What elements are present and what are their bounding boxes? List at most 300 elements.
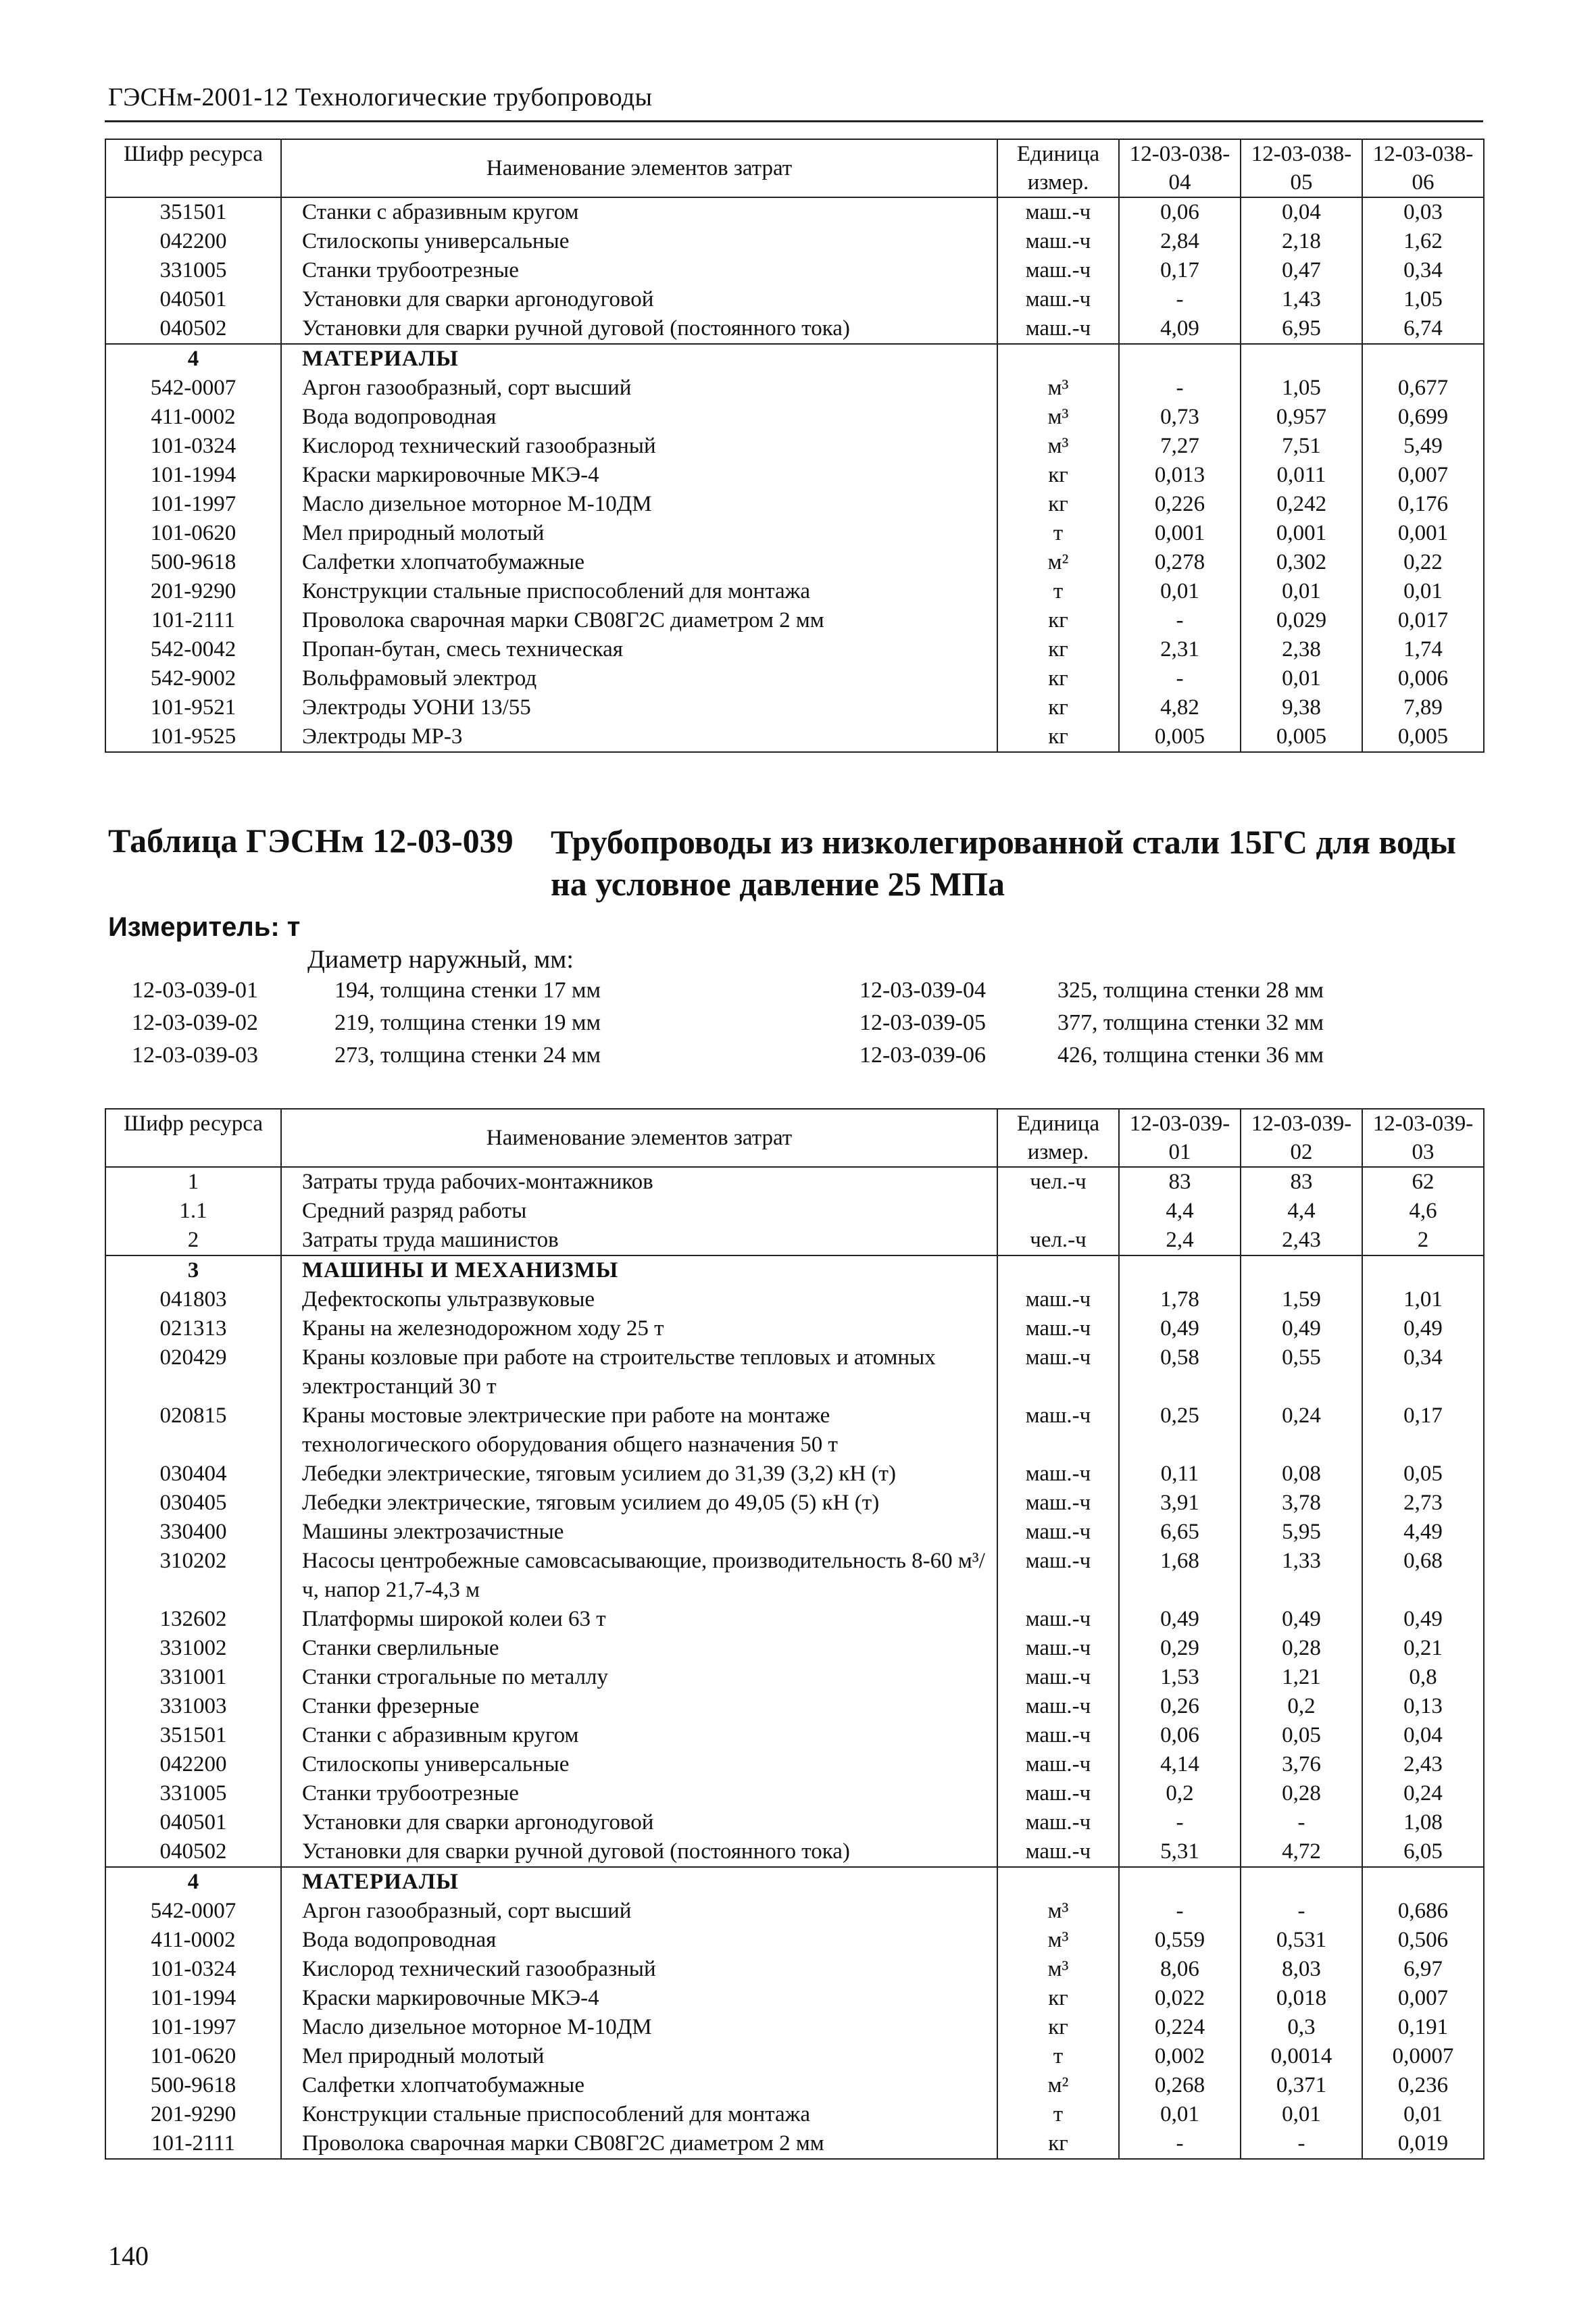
unit-cell: кг: [997, 2013, 1119, 2042]
value-cell: 0,04: [1362, 1721, 1484, 1750]
unit-cell: кг: [997, 2129, 1119, 2159]
value-cell: 0,01: [1119, 2100, 1241, 2129]
table-row: [105, 403, 1484, 432]
value-cell: 0,559: [1119, 1926, 1241, 1955]
resource-name-cell: Кислород технический газообразный: [281, 432, 997, 461]
value-cell: 1,78: [1119, 1285, 1241, 1314]
resource-code-cell: 331005: [105, 256, 281, 285]
value-cell: 1,62: [1362, 227, 1484, 256]
value-cell: 4,82: [1119, 693, 1241, 722]
resource-name-cell: Краны мостовые электрические при работе на монтаже технологического оборудования общего назначения 50 т: [281, 1401, 997, 1460]
resource-name-cell: Краски маркировочные МКЭ-4: [281, 1984, 997, 2013]
table-header-row: [105, 1109, 1484, 1167]
table-heading-line-2: на условное давление 25 МПа: [551, 865, 1005, 903]
table-row: [105, 1460, 1484, 1489]
value-cell: 0,001: [1119, 519, 1241, 548]
resource-name-cell: Краски маркировочные МКЭ-4: [281, 461, 997, 490]
resource-code-cell: 020429: [105, 1343, 281, 1401]
value-cell: [1241, 344, 1362, 374]
unit-cell: маш.-ч: [997, 1605, 1119, 1634]
unit-cell: [997, 344, 1119, 374]
value-cell: 7,51: [1241, 432, 1362, 461]
value-cell: 0,49: [1362, 1605, 1484, 1634]
resource-table-038: [105, 139, 1485, 753]
value-cell: -: [1241, 1897, 1362, 1926]
resource-name-cell: Вода водопроводная: [281, 1926, 997, 1955]
value-cell: 5,95: [1241, 1518, 1362, 1547]
table-row: [105, 1750, 1484, 1779]
resource-code-cell: 101-0620: [105, 2042, 281, 2071]
resource-code-cell: 030404: [105, 1460, 281, 1489]
resource-name-cell: Пропан-бутан, смесь техническая: [281, 635, 997, 664]
resource-code-cell: 101-0324: [105, 432, 281, 461]
value-cell: 0,34: [1362, 1343, 1484, 1401]
unit-cell: маш.-ч: [997, 1285, 1119, 1314]
value-cell: -: [1119, 1897, 1241, 1926]
header-unit: Единица измер.: [997, 139, 1119, 197]
value-cell: 5,49: [1362, 432, 1484, 461]
value-cell: 0,3: [1241, 2013, 1362, 2042]
value-cell: 0,01: [1119, 577, 1241, 606]
value-cell: 0,0007: [1362, 2042, 1484, 2071]
value-cell: 0,005: [1241, 722, 1362, 752]
unit-cell: маш.-ч: [997, 285, 1119, 314]
value-cell: 0,005: [1119, 722, 1241, 752]
value-cell: -: [1241, 1808, 1362, 1837]
unit-cell: маш.-ч: [997, 1663, 1119, 1692]
resource-name-cell: Станки трубоотрезные: [281, 1779, 997, 1808]
value-cell: 0,47: [1241, 256, 1362, 285]
value-cell: 2,84: [1119, 227, 1241, 256]
value-cell: 1,08: [1362, 1808, 1484, 1837]
value-cell: 0,224: [1119, 2013, 1241, 2042]
variant-code: 12-03-039-06: [859, 1043, 986, 1068]
value-cell: 0,007: [1362, 1984, 1484, 2013]
value-cell: 0,49: [1119, 1605, 1241, 1634]
unit-cell: маш.-ч: [997, 1750, 1119, 1779]
value-cell: 0,17: [1119, 256, 1241, 285]
value-cell: 0,957: [1241, 403, 1362, 432]
value-cell: 0,29: [1119, 1634, 1241, 1663]
unit-cell: маш.-ч: [997, 256, 1119, 285]
resource-name-cell: Салфетки хлопчатобумажные: [281, 2071, 997, 2100]
value-cell: 2,43: [1362, 1750, 1484, 1779]
resource-name-cell: Мел природный молотый: [281, 519, 997, 548]
resource-name-cell: Кислород технический газообразный: [281, 1955, 997, 1984]
value-cell: 6,95: [1241, 314, 1362, 344]
resource-code-cell: 132602: [105, 1605, 281, 1634]
resource-code-cell: 331003: [105, 1692, 281, 1721]
resource-name-cell: МАШИНЫ И МЕХАНИЗМЫ: [281, 1255, 997, 1285]
value-cell: 0,001: [1241, 519, 1362, 548]
value-cell: 0,278: [1119, 548, 1241, 577]
table-row: [105, 1837, 1484, 1867]
resource-code-cell: 331001: [105, 1663, 281, 1692]
value-cell: 83: [1119, 1167, 1241, 1197]
value-cell: 0,01: [1241, 664, 1362, 693]
value-cell: 0,11: [1119, 1460, 1241, 1489]
value-cell: 0,26: [1119, 1692, 1241, 1721]
resource-code-cell: 101-9525: [105, 722, 281, 752]
table-row: [105, 1314, 1484, 1343]
value-cell: 1,05: [1362, 285, 1484, 314]
resource-code-cell: 2: [105, 1226, 281, 1255]
resource-name-cell: Проволока сварочная марки СВ08Г2С диаметром 2 мм: [281, 606, 997, 635]
resource-code-cell: 351501: [105, 1721, 281, 1750]
value-cell: 0,0014: [1241, 2042, 1362, 2071]
value-cell: 0,018: [1241, 1984, 1362, 2013]
unit-cell: м²: [997, 2071, 1119, 2100]
variant-code: 12-03-039-04: [859, 978, 986, 1003]
value-cell: 1,05: [1241, 374, 1362, 403]
table-row: [105, 1226, 1484, 1255]
resource-code-cell: 101-2111: [105, 2129, 281, 2159]
resource-name-cell: Мел природный молотый: [281, 2042, 997, 2071]
resource-code-cell: 042200: [105, 1750, 281, 1779]
resource-name-cell: Краны козловые при работе на строительстве тепловых и атомных электростанций 30 т: [281, 1343, 997, 1401]
unit-cell: м³: [997, 1897, 1119, 1926]
resource-name-cell: Насосы центробежные самовсасывающие, производительность 8-60 м³/ч, напор 21,7-4,3 м: [281, 1547, 997, 1605]
variant-code: 12-03-039-03: [132, 1043, 258, 1068]
table-row: [105, 1489, 1484, 1518]
value-cell: [1241, 1255, 1362, 1285]
table-row: [105, 1285, 1484, 1314]
value-cell: 0,22: [1362, 548, 1484, 577]
table-row: [105, 1518, 1484, 1547]
resource-name-cell: Масло дизельное моторное М-10ДМ: [281, 2013, 997, 2042]
value-cell: -: [1119, 2129, 1241, 2159]
value-cell: [1362, 1867, 1484, 1897]
section-row: [105, 1255, 1484, 1285]
value-cell: 0,176: [1362, 490, 1484, 519]
value-cell: 4,72: [1241, 1837, 1362, 1867]
header-col-2: 12-03-039-02: [1241, 1109, 1362, 1167]
header-rule: [105, 120, 1483, 122]
resource-code-cell: 351501: [105, 197, 281, 227]
variant-code: 12-03-039-01: [132, 978, 258, 1003]
header-col-3: 12-03-039-03: [1362, 1109, 1484, 1167]
unit-cell: т: [997, 519, 1119, 548]
table-row: [105, 1721, 1484, 1750]
resource-code-cell: 500-9618: [105, 2071, 281, 2100]
value-cell: 0,06: [1119, 197, 1241, 227]
unit-cell: маш.-ч: [997, 1401, 1119, 1460]
unit-cell: кг: [997, 490, 1119, 519]
unit-cell: м³: [997, 432, 1119, 461]
value-cell: 0,28: [1241, 1634, 1362, 1663]
value-cell: 5,31: [1119, 1837, 1241, 1867]
table-header-row: [105, 139, 1484, 197]
resource-name-cell: Стилоскопы универсальные: [281, 1750, 997, 1779]
resource-name-cell: Аргон газообразный, сорт высший: [281, 374, 997, 403]
resource-name-cell: Станки фрезерные: [281, 1692, 997, 1721]
table-row: [105, 606, 1484, 635]
value-cell: 3,91: [1119, 1489, 1241, 1518]
resource-name-cell: Лебедки электрические, тяговым усилием до 31,39 (3,2) кН (т): [281, 1460, 997, 1489]
header-col-1: 12-03-038-04: [1119, 139, 1241, 197]
variant-text: 325, толщина стенки 28 мм: [1057, 978, 1324, 1003]
unit-cell: кг: [997, 722, 1119, 752]
value-cell: 2,4: [1119, 1226, 1241, 1255]
resource-code-cell: 411-0002: [105, 1926, 281, 1955]
unit-cell: маш.-ч: [997, 314, 1119, 344]
resource-name-cell: Затраты труда рабочих-монтажников: [281, 1167, 997, 1197]
resource-code-cell: 040501: [105, 285, 281, 314]
resource-code-cell: 4: [105, 1867, 281, 1897]
value-cell: 2,18: [1241, 227, 1362, 256]
value-cell: 1,21: [1241, 1663, 1362, 1692]
resource-code-cell: 030405: [105, 1489, 281, 1518]
resource-code-cell: 101-1994: [105, 1984, 281, 2013]
unit-cell: маш.-ч: [997, 1314, 1119, 1343]
resource-name-cell: Вода водопроводная: [281, 403, 997, 432]
resource-code-cell: 201-9290: [105, 2100, 281, 2129]
table-row: [105, 577, 1484, 606]
resource-name-cell: МАТЕРИАЛЫ: [281, 1867, 997, 1897]
resource-name-cell: Станки трубоотрезные: [281, 256, 997, 285]
value-cell: 6,65: [1119, 1518, 1241, 1547]
value-cell: 0,001: [1362, 519, 1484, 548]
table-row: [105, 374, 1484, 403]
resource-code-cell: 041803: [105, 1285, 281, 1314]
value-cell: [1241, 1867, 1362, 1897]
table-row: [105, 1634, 1484, 1663]
resource-name-cell: Станки строгальные по металлу: [281, 1663, 997, 1692]
page-number: 140: [108, 2241, 149, 2271]
table-row: [105, 256, 1484, 285]
resource-code-cell: 331005: [105, 1779, 281, 1808]
value-cell: 0,01: [1241, 577, 1362, 606]
value-cell: 0,24: [1241, 1401, 1362, 1460]
unit-cell: чел.-ч: [997, 1226, 1119, 1255]
resource-code-cell: 1.1: [105, 1197, 281, 1226]
variant-code: 12-03-039-05: [859, 1010, 986, 1035]
table-row: [105, 2071, 1484, 2100]
unit-cell: т: [997, 2042, 1119, 2071]
value-cell: 4,14: [1119, 1750, 1241, 1779]
value-cell: 0,01: [1362, 577, 1484, 606]
table-row: [105, 664, 1484, 693]
table-row: [105, 197, 1484, 227]
resource-code-cell: 101-0620: [105, 519, 281, 548]
value-cell: 0,2: [1241, 1692, 1362, 1721]
unit-cell: маш.-ч: [997, 1489, 1119, 1518]
value-cell: 2,43: [1241, 1226, 1362, 1255]
value-cell: 0,05: [1362, 1460, 1484, 1489]
value-cell: 4,6: [1362, 1197, 1484, 1226]
unit-cell: маш.-ч: [997, 1343, 1119, 1401]
resource-name-cell: Станки с абразивным кругом: [281, 197, 997, 227]
table-row: [105, 227, 1484, 256]
resource-name-cell: Установки для сварки аргонодуговой: [281, 285, 997, 314]
value-cell: 0,506: [1362, 1926, 1484, 1955]
value-cell: 0,2: [1119, 1779, 1241, 1808]
resource-code-cell: 101-0324: [105, 1955, 281, 1984]
value-cell: 4,49: [1362, 1518, 1484, 1547]
variant-text: 219, толщина стенки 19 мм: [334, 1010, 601, 1035]
value-cell: 0,68: [1362, 1547, 1484, 1605]
table-row: [105, 1926, 1484, 1955]
table-heading: [551, 821, 1497, 905]
table-row: [105, 1663, 1484, 1692]
resource-code-cell: 1: [105, 1167, 281, 1197]
value-cell: -: [1119, 374, 1241, 403]
unit-cell: маш.-ч: [997, 1837, 1119, 1867]
value-cell: 1,74: [1362, 635, 1484, 664]
value-cell: 0,01: [1241, 2100, 1362, 2129]
value-cell: 6,97: [1362, 1955, 1484, 1984]
value-cell: 0,371: [1241, 2071, 1362, 2100]
unit-cell: кг: [997, 606, 1119, 635]
table-row: [105, 1167, 1484, 1197]
table-row: [105, 1547, 1484, 1605]
table-row: [105, 2129, 1484, 2159]
value-cell: 0,013: [1119, 461, 1241, 490]
value-cell: 0,49: [1362, 1314, 1484, 1343]
table-row: [105, 285, 1484, 314]
resource-code-cell: 542-0042: [105, 635, 281, 664]
value-cell: 0,242: [1241, 490, 1362, 519]
variant-text: 426, толщина стенки 36 мм: [1057, 1043, 1324, 1068]
value-cell: [1119, 1255, 1241, 1285]
table-row: [105, 314, 1484, 344]
table-row: [105, 2042, 1484, 2071]
unit-cell: м³: [997, 1926, 1119, 1955]
value-cell: 0,73: [1119, 403, 1241, 432]
unit-cell: т: [997, 2100, 1119, 2129]
value-cell: 7,89: [1362, 693, 1484, 722]
value-cell: 0,011: [1241, 461, 1362, 490]
resource-code-cell: 021313: [105, 1314, 281, 1343]
value-cell: 4,09: [1119, 314, 1241, 344]
resource-name-cell: Машины электрозачистные: [281, 1518, 997, 1547]
value-cell: 0,01: [1362, 2100, 1484, 2129]
section-row: [105, 1867, 1484, 1897]
header-unit: Единица измер.: [997, 1109, 1119, 1167]
value-cell: 0,005: [1362, 722, 1484, 752]
page-header-title: ГЭСНм-2001-12 Технологические трубопроводы: [108, 83, 653, 111]
resource-code-cell: 542-0007: [105, 374, 281, 403]
unit-cell: т: [997, 577, 1119, 606]
resource-name-cell: Станки сверлильные: [281, 1634, 997, 1663]
unit-cell: маш.-ч: [997, 227, 1119, 256]
resource-name-cell: МАТЕРИАЛЫ: [281, 344, 997, 374]
resource-code-cell: 040502: [105, 1837, 281, 1867]
resource-name-cell: Конструкции стальные приспособлений для монтажа: [281, 2100, 997, 2129]
table-row: [105, 1897, 1484, 1926]
resource-name-cell: Средний разряд работы: [281, 1197, 997, 1226]
table-row: [105, 1605, 1484, 1634]
unit-cell: маш.-ч: [997, 1634, 1119, 1663]
value-cell: 0,58: [1119, 1343, 1241, 1401]
value-cell: 1,68: [1119, 1547, 1241, 1605]
table-row: [105, 461, 1484, 490]
unit-cell: [997, 1255, 1119, 1285]
table-row: [105, 1343, 1484, 1401]
value-cell: 0,022: [1119, 1984, 1241, 2013]
header-col-2: 12-03-038-05: [1241, 139, 1362, 197]
unit-cell: кг: [997, 1984, 1119, 2013]
table-label: Таблица ГЭСНм 12-03-039: [108, 822, 514, 860]
value-cell: 0,236: [1362, 2071, 1484, 2100]
header-code: Шифр ресурса: [105, 139, 281, 197]
value-cell: 0,007: [1362, 461, 1484, 490]
resource-code-cell: 020815: [105, 1401, 281, 1460]
value-cell: -: [1241, 2129, 1362, 2159]
resource-code-cell: 101-1997: [105, 2013, 281, 2042]
resource-name-cell: Стилоскопы универсальные: [281, 227, 997, 256]
value-cell: 0,017: [1362, 606, 1484, 635]
resource-code-cell: 101-1994: [105, 461, 281, 490]
resource-code-cell: 101-2111: [105, 606, 281, 635]
resource-name-cell: Краны на железнодорожном ходу 25 т: [281, 1314, 997, 1343]
value-cell: 3,76: [1241, 1750, 1362, 1779]
resource-name-cell: Электроды УОНИ 13/55: [281, 693, 997, 722]
resource-code-cell: 040502: [105, 314, 281, 344]
diameter-caption: Диаметр наружный, мм:: [307, 945, 574, 974]
table-row: [105, 722, 1484, 752]
value-cell: 7,27: [1119, 432, 1241, 461]
value-cell: 0,49: [1241, 1605, 1362, 1634]
resource-name-cell: Конструкции стальные приспособлений для монтажа: [281, 577, 997, 606]
header-code: Шифр ресурса: [105, 1109, 281, 1167]
value-cell: 0,699: [1362, 403, 1484, 432]
table-row: [105, 432, 1484, 461]
table-row: [105, 693, 1484, 722]
table-heading-line-1: Трубопроводы из низколегированной стали 15ГС для воды: [551, 823, 1456, 861]
resource-name-cell: Установки для сварки аргонодуговой: [281, 1808, 997, 1837]
value-cell: 4,4: [1119, 1197, 1241, 1226]
value-cell: 2,73: [1362, 1489, 1484, 1518]
resource-name-cell: Аргон газообразный, сорт высший: [281, 1897, 997, 1926]
table-row: [105, 1955, 1484, 1984]
value-cell: -: [1119, 606, 1241, 635]
unit-cell: маш.-ч: [997, 1779, 1119, 1808]
resource-name-cell: Затраты труда машинистов: [281, 1226, 997, 1255]
unit-cell: маш.-ч: [997, 1518, 1119, 1547]
resource-name-cell: Вольфрамовый электрод: [281, 664, 997, 693]
variant-code: 12-03-039-02: [132, 1010, 258, 1035]
value-cell: 0,04: [1241, 197, 1362, 227]
resource-code-cell: 542-9002: [105, 664, 281, 693]
unit-cell: м³: [997, 374, 1119, 403]
value-cell: [1119, 344, 1241, 374]
unit-cell: м³: [997, 1955, 1119, 1984]
value-cell: 1,33: [1241, 1547, 1362, 1605]
resource-name-cell: Проволока сварочная марки СВ08Г2С диаметром 2 мм: [281, 2129, 997, 2159]
value-cell: 0,55: [1241, 1343, 1362, 1401]
value-cell: 6,74: [1362, 314, 1484, 344]
unit-cell: [997, 1867, 1119, 1897]
value-cell: 1,53: [1119, 1663, 1241, 1692]
value-cell: 0,006: [1362, 664, 1484, 693]
unit-cell: кг: [997, 461, 1119, 490]
value-cell: 1,01: [1362, 1285, 1484, 1314]
resource-name-cell: Станки с абразивным кругом: [281, 1721, 997, 1750]
value-cell: 0,268: [1119, 2071, 1241, 2100]
resource-code-cell: 4: [105, 344, 281, 374]
value-cell: 0,28: [1241, 1779, 1362, 1808]
header-col-1: 12-03-039-01: [1119, 1109, 1241, 1167]
value-cell: [1362, 1255, 1484, 1285]
value-cell: 0,17: [1362, 1401, 1484, 1460]
table-row: [105, 2100, 1484, 2129]
resource-name-cell: Салфетки хлопчатобумажные: [281, 548, 997, 577]
variant-text: 194, толщина стенки 17 мм: [334, 978, 601, 1003]
resource-code-cell: 500-9618: [105, 548, 281, 577]
value-cell: 3,78: [1241, 1489, 1362, 1518]
value-cell: 0,531: [1241, 1926, 1362, 1955]
